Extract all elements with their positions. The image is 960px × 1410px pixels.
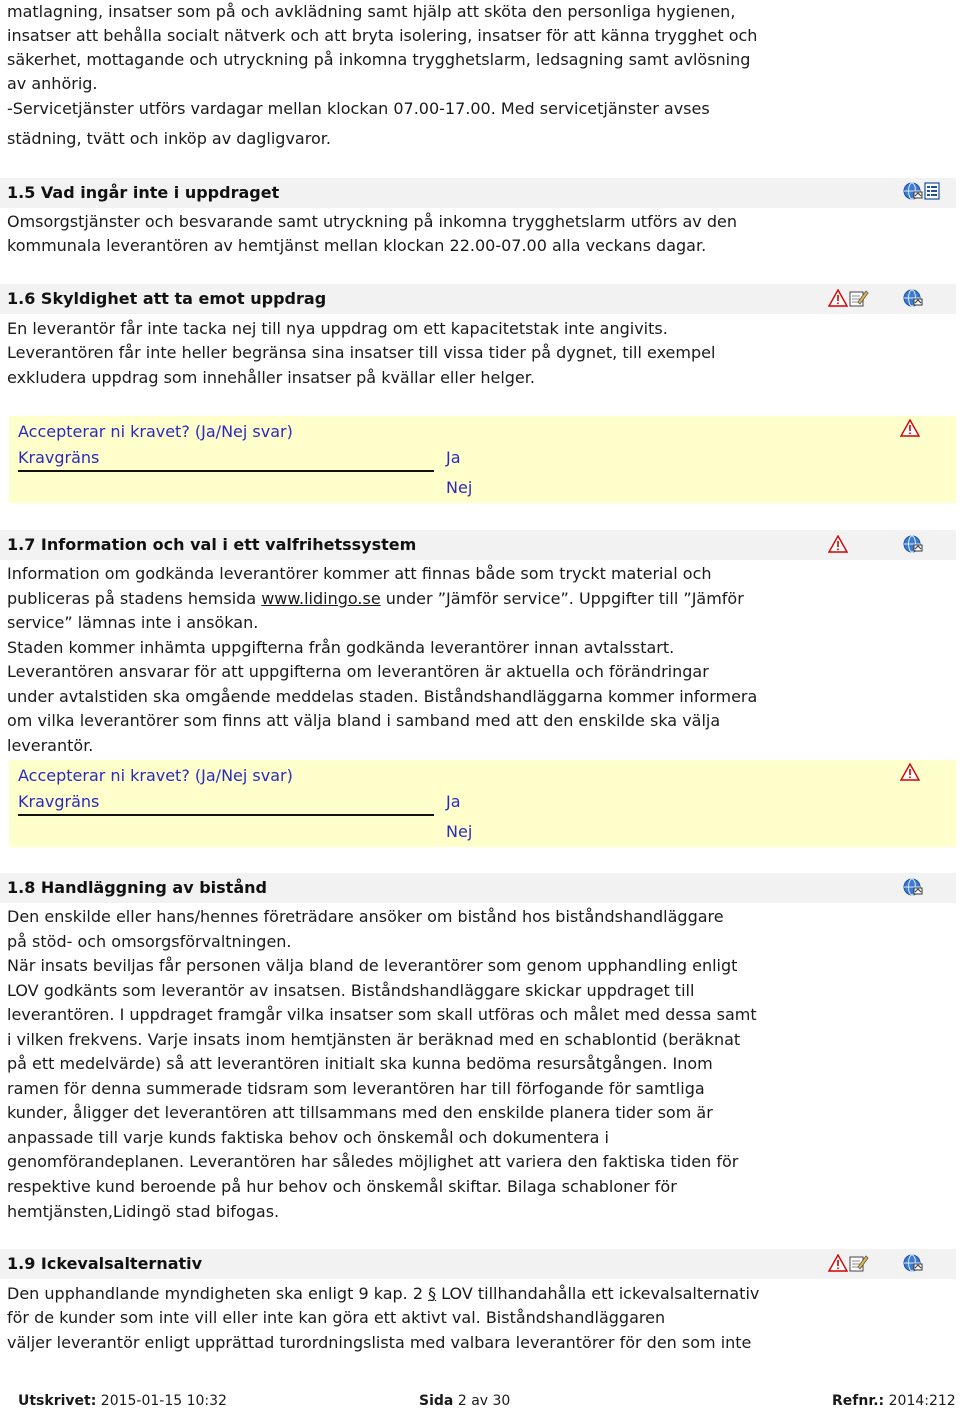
answer-no-option[interactable]: Nej <box>446 822 473 841</box>
footer-ref <box>832 1392 956 1410</box>
printed-label: Utskrivet: <box>18 1393 97 1409</box>
body-text: för de kunder som inte vill eller inte kan göra ett aktivt val. Biståndshandläggaren <box>7 1308 666 1327</box>
body-text-part: LOV tillhandahålla ett ickevalsalternativ <box>436 1284 760 1303</box>
body-text: om vilka leverantörer som finns att välja bland i samband med att den enskilde ska välja <box>7 711 721 730</box>
body-text: LOV godkänts som leverantör av insatsen. Biståndshandläggare skickar uppdraget till <box>7 981 695 1000</box>
body-text: väljer leverantör enligt upprättad turordningslista med valbara leverantörer för den som inte <box>7 1333 752 1352</box>
printed-value: 2015-01-15 10:32 <box>100 1393 227 1409</box>
page-label: Sida <box>419 1393 454 1409</box>
answer-line <box>18 470 434 472</box>
answer-yes-option[interactable]: Ja <box>446 448 461 467</box>
edit-note-icon[interactable] <box>849 1254 869 1272</box>
body-text <box>7 1282 759 1306</box>
warning-icon <box>828 535 848 553</box>
intro-line: av anhörig. <box>7 74 98 93</box>
body-text: under avtalstiden ska omgående meddelas staden. Biståndshandläggarna kommer informera <box>7 687 758 706</box>
intro-line: säkerhet, mottagande och utryckning på inkomna trygghetslarm, ledsagning samt avlösning <box>7 50 751 69</box>
section-title: 1.5 Vad ingår inte i uppdraget <box>7 183 280 202</box>
globe-link-icon[interactable] <box>903 182 923 200</box>
paragraph-link[interactable]: § <box>428 1284 437 1303</box>
page-current: 2 <box>457 1393 467 1409</box>
body-text-part: Den upphandlande myndigheten ska enligt 9 kap. 2 <box>7 1284 429 1303</box>
footer-printed <box>18 1392 227 1410</box>
body-text: kunder, åligger det leverantören att tillsammans med den enskilde planera tider som är <box>7 1103 713 1122</box>
warning-icon <box>828 1254 848 1272</box>
body-text: En leverantör får inte tacka nej till nya uppdrag om ett kapacitetstak inte angivits. <box>7 319 668 338</box>
section-title: 1.7 Information och val i ett valfrihetssystem <box>7 535 417 554</box>
section-header-1-9 <box>0 1249 956 1279</box>
globe-link-icon[interactable] <box>903 1254 923 1272</box>
body-text: När insats beviljas får personen välja bland de leverantörer som genom upphandling enligt <box>7 956 738 975</box>
body-text-part: under ”Jämför service”. Uppgifter till ”Jämför <box>380 589 744 608</box>
accept-question: Accepterar ni kravet? (Ja/Nej svar) <box>18 422 293 441</box>
body-text: service” lämnas inte i ansökan. <box>7 613 259 632</box>
section-title: 1.6 Skyldighet att ta emot uppdrag <box>7 289 327 308</box>
body-text: respektive kund beroende på hur behov och önskemål skiftar. Bilaga schabloner för <box>7 1177 677 1196</box>
kravgrans-label: Kravgräns <box>18 792 100 811</box>
body-text <box>7 587 744 611</box>
warning-icon <box>828 289 848 307</box>
section-header-1-6 <box>0 284 956 314</box>
body-text: Omsorgstjänster och besvarande samt utryckning på inkomna trygghetslarm utförs av den <box>7 212 737 231</box>
page-of: av <box>471 1393 489 1409</box>
intro-line: städning, tvätt och inköp av dagligvaror. <box>7 129 331 148</box>
accept-question: Accepterar ni kravet? (Ja/Nej svar) <box>18 766 293 785</box>
globe-link-icon[interactable] <box>903 878 923 896</box>
body-text: exkludera uppdrag som innehåller insatser på kvällar eller helger. <box>7 368 535 387</box>
requirement-answer-box <box>9 760 956 847</box>
intro-line: insatser att behålla socialt nätverk och att bryta isolering, insatser för att känna trygghet och <box>7 26 758 45</box>
answer-no-option[interactable]: Nej <box>446 478 473 497</box>
globe-link-icon[interactable] <box>903 535 923 553</box>
footer-page <box>419 1392 510 1410</box>
body-text: genomförandeplanen. Leverantören har således möjlighet att variera den faktiska tiden för <box>7 1152 739 1171</box>
kravgrans-label: Kravgräns <box>18 448 100 467</box>
body-text: Information om godkända leverantörer kommer att finnas både som tryckt material och <box>7 564 712 583</box>
answer-line <box>18 814 434 816</box>
warning-icon <box>900 763 920 781</box>
body-text: leverantör. <box>7 736 94 755</box>
ref-value: 2014:212 <box>888 1393 956 1409</box>
body-text: Staden kommer inhämta uppgifterna från godkända leverantörer innan avtalsstart. <box>7 638 675 657</box>
section-header-1-5 <box>0 178 956 208</box>
body-text: hemtjänsten,Lidingö stad bifogas. <box>7 1202 280 1221</box>
body-text: leverantören. I uppdraget framgår vilka insatser som skall utföras och målet med dessa samt <box>7 1005 757 1024</box>
page-total: 30 <box>492 1393 511 1409</box>
intro-section <box>0 0 956 160</box>
body-text: Leverantören ansvarar för att uppgifterna om leverantören är aktuella och förändringar <box>7 662 709 681</box>
body-text: på stöd- och omsorgsförvaltningen. <box>7 932 292 951</box>
edit-note-icon[interactable] <box>849 289 869 307</box>
body-text: Den enskilde eller hans/hennes företrädare ansöker om bistånd hos biståndshandläggare <box>7 907 724 926</box>
section-title: 1.9 Ickevalsalternativ <box>7 1254 203 1273</box>
requirement-answer-box <box>9 416 956 503</box>
list-icon[interactable] <box>924 182 944 200</box>
body-text: anpassade till varje kunds faktiska behov och önskemål och dokumentera i <box>7 1128 609 1147</box>
warning-icon <box>900 419 920 437</box>
body-text: på ett medelvärde) så att leverantören initialt ska kunna bedöma resursåtgången. Inom <box>7 1054 713 1073</box>
body-text: kommunala leverantören av hemtjänst mellan klockan 22.00-07.00 alla veckans dagar. <box>7 236 707 255</box>
ref-label: Refnr.: <box>832 1393 885 1409</box>
section-header-1-7 <box>0 530 956 560</box>
intro-line: -Servicetjänster utförs vardagar mellan klockan 07.00-17.00. Med servicetjänster avses <box>7 99 710 118</box>
website-link[interactable]: www.lidingo.se <box>261 589 381 608</box>
section-title: 1.8 Handläggning av bistånd <box>7 878 267 897</box>
section-header-1-8 <box>0 873 956 903</box>
body-text-part: publiceras på stadens hemsida <box>7 589 262 608</box>
body-text: ramen för denna summerade tidsram som leverantören har till förfogande för samtliga <box>7 1079 705 1098</box>
globe-link-icon[interactable] <box>903 289 923 307</box>
body-text: i vilken frekvens. Varje insats inom hemtjänsten är beräknad med en schablontid (beräknat <box>7 1030 741 1049</box>
body-text: Leverantören får inte heller begränsa sina insatser till vissa tider på dygnet, till exempel <box>7 343 716 362</box>
intro-line: matlagning, insatser som på och avklädning samt hjälp att sköta den personliga hygienen, <box>7 2 736 21</box>
answer-yes-option[interactable]: Ja <box>446 792 461 811</box>
